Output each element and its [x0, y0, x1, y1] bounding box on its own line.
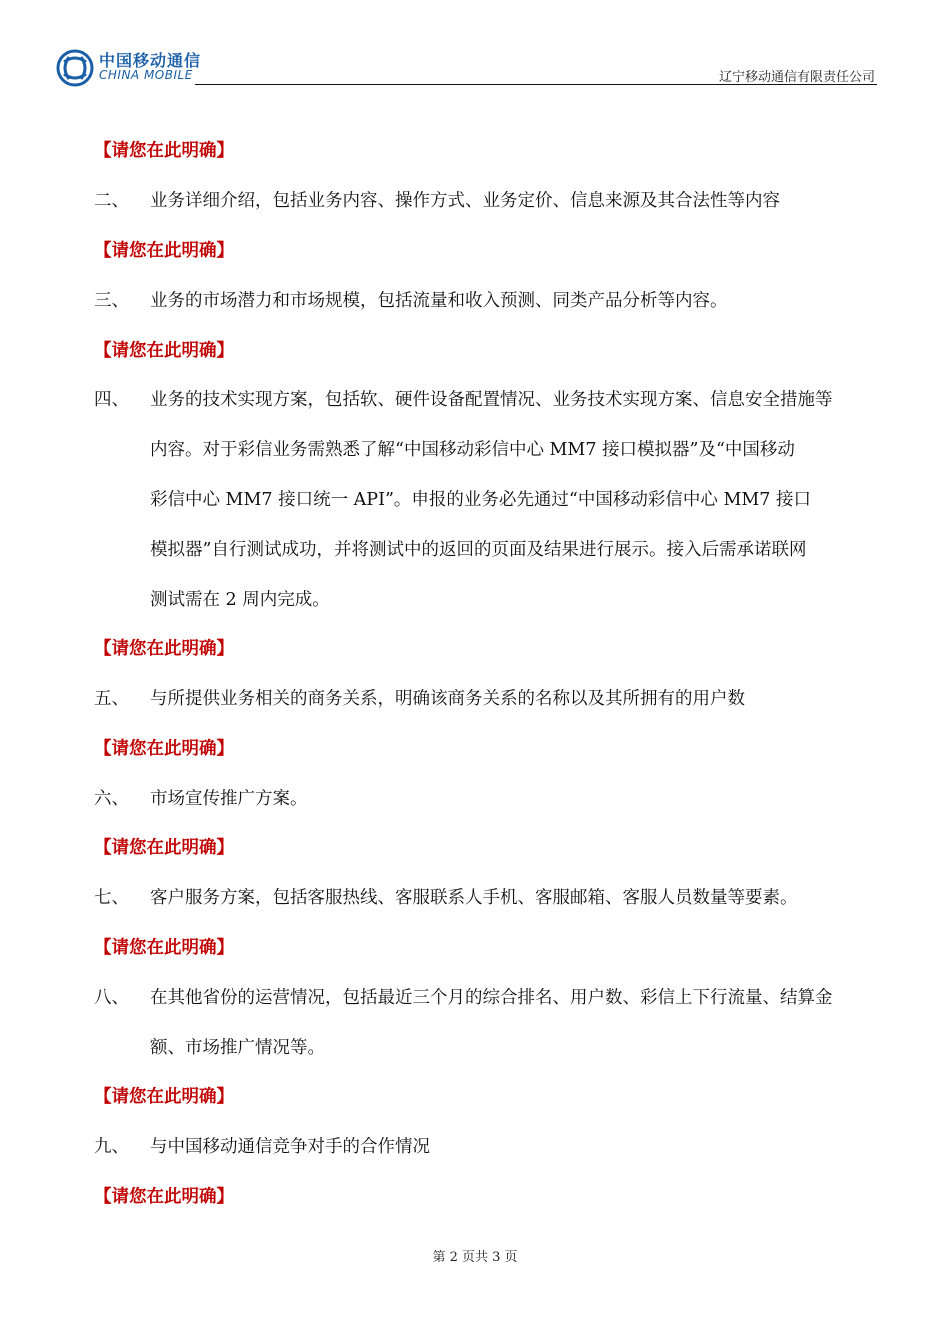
- section-number: 八、: [94, 988, 129, 1008]
- page-number: 第 2 页共 3 页: [432, 1250, 518, 1265]
- section-text: 测试需在 2 周内完成。: [150, 590, 330, 610]
- section-text: 彩信中心 MM7 接口统一 API”。申报的业务必先通过“中国移动彩信中心 MM7 接口: [150, 490, 811, 510]
- placeholder-note: 【请您在此明确】: [94, 141, 234, 161]
- section-text: 内容。对于彩信业务需熟悉了解“中国移动彩信中心 MM7 接口模拟器”及“中国移动: [150, 440, 795, 460]
- section-text: 与所提供业务相关的商务关系，明确该商务关系的名称以及其所拥有的用户数: [150, 689, 745, 709]
- section-number: 五、: [94, 689, 129, 709]
- placeholder-note: 【请您在此明确】: [94, 1087, 234, 1107]
- placeholder-note: 【请您在此明确】: [94, 241, 234, 261]
- section-text: 与中国移动通信竞争对手的合作情况: [150, 1137, 430, 1157]
- section-text: 业务的市场潜力和市场规模，包括流量和收入预测、同类产品分析等内容。: [150, 291, 728, 311]
- page-header: [55, 42, 877, 86]
- company-name: 辽宁移动通信有限责任公司: [718, 70, 875, 85]
- logo-english-text: CHINA MOBILE: [99, 68, 193, 82]
- section-text: 市场宣传推广方案。: [150, 789, 308, 809]
- section-number: 二、: [94, 191, 129, 211]
- section-number: 六、: [94, 789, 129, 809]
- logo-chinese-text: 中国移动通信: [99, 51, 202, 70]
- placeholder-note: 【请您在此明确】: [94, 341, 234, 361]
- china-mobile-logo-icon: [55, 48, 95, 88]
- placeholder-note: 【请您在此明确】: [94, 938, 234, 958]
- header-divider: [195, 84, 877, 85]
- section-text: 业务详细介绍，包括业务内容、操作方式、业务定价、信息来源及其合法性等内容: [150, 191, 780, 211]
- section-text: 业务的技术实现方案，包括软、硬件设备配置情况、业务技术实现方案、信息安全措施等: [150, 390, 833, 410]
- section-number: 九、: [94, 1137, 129, 1157]
- section-number: 四、: [94, 390, 129, 410]
- placeholder-note: 【请您在此明确】: [94, 639, 234, 659]
- section-text: 在其他省份的运营情况，包括最近三个月的综合排名、用户数、彩信上下行流量、结算金: [150, 988, 833, 1008]
- section-text: 额、市场推广情况等。: [150, 1038, 325, 1058]
- placeholder-note: 【请您在此明确】: [94, 838, 234, 858]
- section-text: 模拟器”自行测试成功，并将测试中的返回的页面及结果进行展示。接入后需承诺联网: [150, 540, 807, 560]
- section-text: 客户服务方案，包括客服热线、客服联系人手机、客服邮箱、客服人员数量等要素。: [150, 888, 798, 908]
- placeholder-note: 【请您在此明确】: [94, 1187, 234, 1207]
- placeholder-note: 【请您在此明确】: [94, 739, 234, 759]
- section-number: 七、: [94, 888, 129, 908]
- section-number: 三、: [94, 291, 129, 311]
